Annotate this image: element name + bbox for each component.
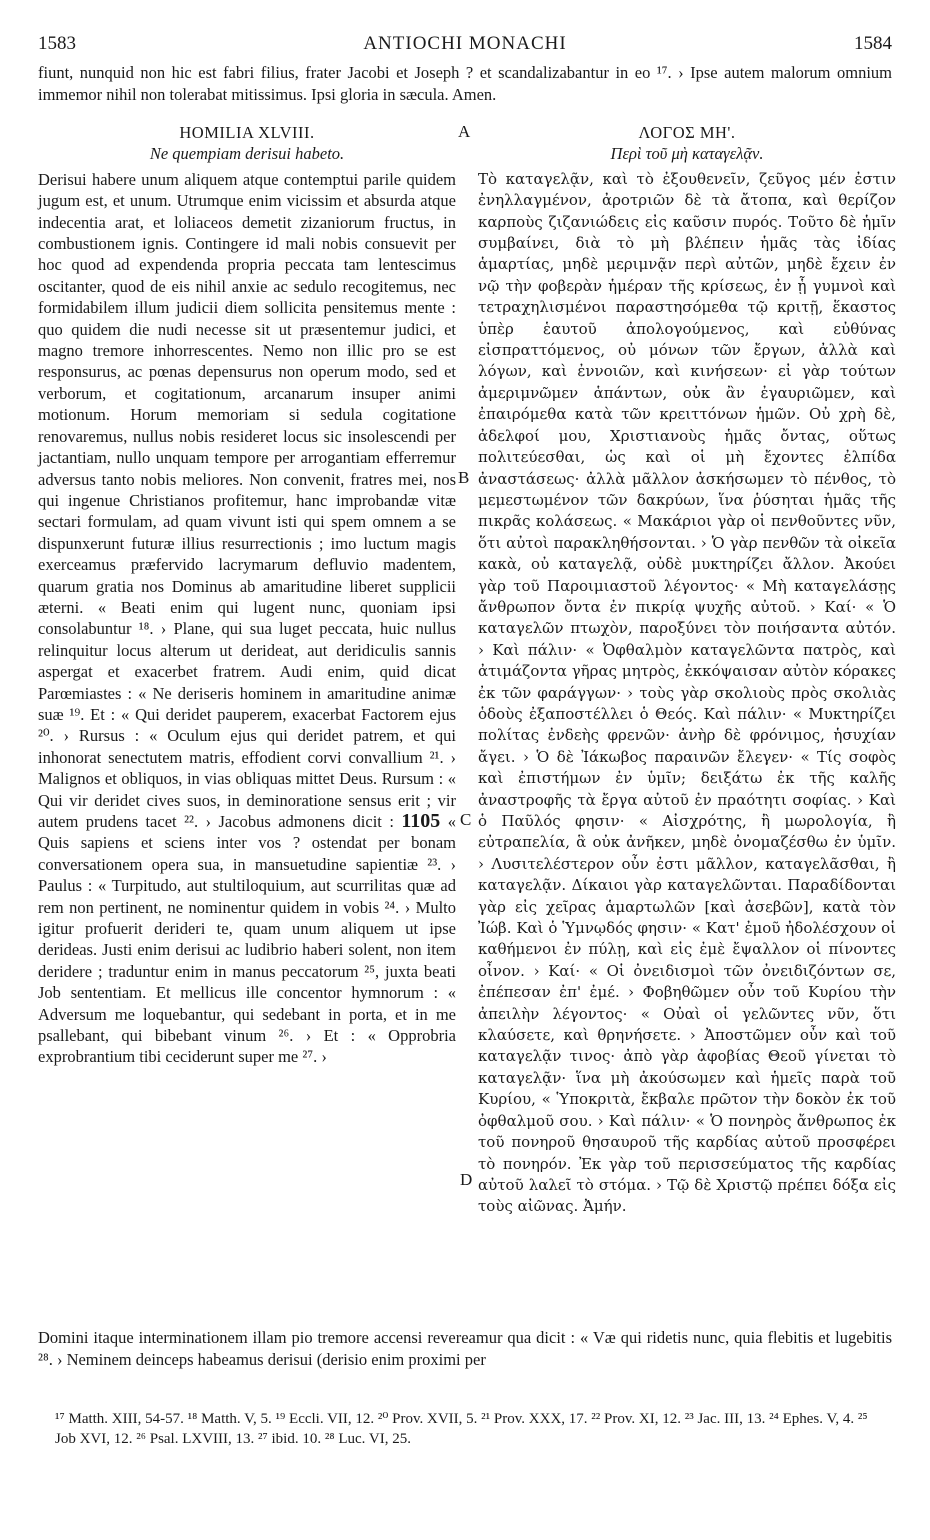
column-number: 1105 bbox=[401, 810, 441, 832]
margin-marker-a: A bbox=[458, 122, 471, 141]
page-number-right: 1584 bbox=[854, 33, 892, 54]
latin-body-text bbox=[38, 169, 456, 1068]
page-number-left: 1583 bbox=[38, 33, 76, 54]
latin-homily-title: HOMILIA XLVIII. bbox=[179, 123, 315, 142]
latin-body-part-2: « Quis sapiens et sciens inter vos ? ostendat per bonam conversationem opera sua, in mansuetudine sapientiæ ²³. › Paulus : « Turpitudo, aut stultiloquium, aut scurrilitas quæ ad rem non pertinent, ne nominentur quidem in vobis ²⁴. › Multo igitur profuerit derideri te, quam unum aliquem ut ipse derideas. Justi enim derisui ac ludibrio haberi solent, non item deridere ; traduntur enim in manus peccatorum ²⁵, juxta beati Job sententiam. Et mellicus ille concentor hymnorum : « Adversum me loquebantur, qui sedebant in porta, et in me psallebant, qui bibebant vinum ²⁶. › Et : « Opprobria exprobrantium tibi ceciderunt super me ²⁷. › bbox=[38, 812, 457, 1067]
greek-homily-title: ΛΟΓΟΣ ΜΗ'. bbox=[638, 123, 736, 142]
intro-paragraph: fiunt, nunquid non hic est fabri filius, frater Jacobi et Joseph ? et scandalizabantur in eo ¹⁷. › Ipse autem malorum omnium immemor nihil non tolerabat mitissimus. Ipsi gloria in sæcula. Amen. bbox=[38, 63, 892, 104]
margin-marker-d: D bbox=[460, 1170, 473, 1189]
greek-homily-subtitle: Περὶ τοῦ μὴ καταγελᾷν. bbox=[610, 144, 764, 164]
latin-column bbox=[38, 122, 456, 1068]
margin-marker-b: B bbox=[458, 468, 470, 487]
greek-body-text: Τὸ καταγελᾷν, καὶ τὸ ἐξουθενεῖν, ζεῦγος μέν ἐστιν ἐνηλλαγμένον, ἀροτριῶν δὲ τὰ ἄτοπα, καὶ θερίζον καρποὺς ζιζανιώδεις εἰς καῦσιν πυρός. Τοῦτο δὲ ἡμῖν συμβαίνει, διὰ τὸ μὴ βλέπειν ἡμᾶς τὰς ἰδίας ἁμαρτίας, μηδὲ μεριμνᾷν περὶ αὐτῶν, μηδὲ ἔχειν ἐν νῷ τὴν φοβερὰν ἡμέραν τῆς κρίσεως, ἐν ᾗ γυμνοὶ καὶ τετραχηλισμένοι παραστησόμεθα τῷ κριτῇ, ἕκαστος ὑπὲρ ἑαυτοῦ ἀπολογούμενος, καὶ εὐθύνας εἰσπραττόμενος, οὐ μόνων τῶν ἔργων, ἀλλὰ καὶ λόγων, καὶ ἐννοιῶν, καὶ κινήσεων· εἰ γὰρ τούτων ἀμεριμνῶμεν ἁπάντων, οὐκ ἂν ἐγαυριῶμεν, καὶ ἐπαιρόμεθα κατὰ τῶν κρειττόνων ἡμῶν. Οὐ χρὴ δὲ, ἀδελφοί μου, Χριστιανοὺς ἡμᾶς ὄντας, οὕτως πολιτεύεσθαι, ὡς καὶ οἱ μὴ ἔχοντες ἐλπίδα ἀναστάσεως· ἀλλὰ μᾶλλον ἀσκήσωμεν τὸ πένθος, τὸ μεμεστωμένον τῶν δακρύων, ἵνα ῥύσηται ἡμᾶς τῆς πικρᾶς κολάσεως. « Μακάριοι γὰρ οἱ πενθοῦντες νῦν, ὅτι αὐτοὶ παρακληθήσονται. › Ὁ γὰρ πενθῶν τὰ οἰκεῖα κακὰ, οὐ καταγελᾷ, οὐδὲ μυκτηρίζει ἄλλον. Ἀκούει γὰρ τοῦ Παροιμιαστοῦ λέγοντος· « Μὴ καταγελάσῃς ἄνθρωπον ὄντα ἐν πικρίᾳ ψυχῆς αὐτοῦ. › Καί· « Ὁ καταγελῶν πτωχὸν, παροξύνει τὸν ποιήσαντα αὐτόν. › Καὶ πάλιν· « Ὀφθαλμὸν καταγελῶντα πατρὸς, καὶ ἀτιμάζοντα γῆρας μητρὸς, ἐκκόψαισαν αὐτὸν κόρακες ἐκ τῶν φαράγγων· › τοὺς γὰρ σκολιοὺς πρὸς σκολιὰς ὁδοὺς ἐξαποστέλλει ὁ Θεός. Καὶ πάλιν· « Μυκτηρίζει πολίτας ἐνδεὴς φρενῶν· ἀνὴρ δὲ φρόνιμος, ἡσυχίαν ἄγει. › Ὁ δὲ Ἰάκωβος παραινῶν ἔλεγεν· « Τίς σοφὸς καὶ ἐπιστήμων ἐν ὑμῖν; δειξάτω ἐκ τῆς καλῆς ἀναστροφῆς τὰ ἔργα αὐτοῦ ἐν πραότητι σοφίας. › Καὶ ὁ Παῦλός φησιν· « Αἰσχρότης, ἢ μωρολογία, ἢ εὐτραπελία, ἃ οὐκ ἀνῆκεν, μηδὲ ὀνομαζέσθω ἐν ὑμῖν. › Λυσιτελέστερον οὖν ἐστι μᾶλλον, καταγελᾶσθαι, ἢ καταγελᾷν. Δίκαιοι γὰρ καταγελῶνται. Παραδίδονται γὰρ εἰς χεῖρας ἁμαρτωλῶν [καὶ ἀσεβῶν], κατὰ τὸν Ἰώβ. Καὶ ὁ Ὑμνῳδός φησιν· « Κατ' ἐμοῦ ἠδολέσχουν οἱ καθήμενοι ἐν πύλῃ, καὶ εἰς ἐμὲ ἔψαλλον οἱ πίνοντες οἶνον. › Καί· « Οἱ ὀνειδισμοὶ τῶν ὀνειδιζόντων σε, ἐπέπεσαν ἐπ' ἐμέ. › Φοβηθῶμεν οὖν τοῦ Κυρίου τὴν ἀπειλὴν λέγοντος· « Οὐαὶ οἱ γελῶντες νῦν, ὅτι κλαύσετε, καὶ θρηνήσετε. › Ἀποστῶμεν οὖν καὶ τοῦ καταγελᾷν τινος· ἀπὸ γὰρ ἀφοβίας Θεοῦ γίνεται τὸ καταγελᾷν· ἵνα μὴ ἀκούσωμεν καὶ ἡμεῖς παρὰ τοῦ Κυρίου, « Ὑποκριτὰ, ἔκβαλε πρῶτον τὴν δοκὸν ἐκ τοῦ ὀφθαλμοῦ σου. › Καὶ πάλιν· « Ὁ πονηρὸς ἄνθρωπος ἐκ τοῦ πονηροῦ θησαυροῦ τῆς καρδίας αὐτοῦ προσφέρει τὸ πονηρόν. Ἐκ γὰρ τοῦ περισσεύματος τῆς καρδίας αὐτοῦ λαλεῖ τὸ στόμα. › Τῷ δὲ Χριστῷ πρέπει δόξα εἰς τοὺς αἰῶνας. Ἀμήν. bbox=[478, 169, 896, 1216]
closing-paragraph: Domini itaque interminationem illam pio tremore accensi revereamur qua dicit : « Væ qui ridetis nunc, quia flebitis et lugebitis ²⁸. › Neminem deinceps habeamus derisui (derisio enim proximi per bbox=[38, 1328, 892, 1369]
margin-marker-c: C bbox=[460, 810, 472, 829]
latin-homily-subtitle: Ne quempiam derisui habeto. bbox=[149, 144, 345, 164]
footnotes: ¹⁷ Matth. XIII, 54-57. ¹⁸ Matth. V, 5. ¹⁹ Eccli. VII, 12. ²⁰ Prov. XVII, 5. ²¹ Prov. XXX, 17. ²² Prov. XI, 12. ²³ Jac. III, 13. ²⁴ Ephes. V, 4. ²⁵ Job XVI, 12. ²⁶ Psal. LXVIII, 13. ²⁷ ibid. 10. ²⁸ Luc. VI, 25. bbox=[55, 1411, 868, 1447]
running-title: ANTIOCHI MONACHI bbox=[363, 33, 567, 54]
page-header bbox=[38, 33, 892, 59]
greek-column bbox=[478, 122, 896, 1218]
latin-body-part-1: Derisui habere unum aliquem atque contemptui parile quidem jugum est, et unum. Utrumque enim vicissim et absurda atque indecentia arat, et loliaceos demetit zizaniorum fructus, in combustionem ignis. Contingere id mali nobis consuevit per hoc quod ad expendenda propria peccata tam lentescimus oscitanter, quod de eis nihil anxie ac sedulo recogitemus, nec formidabilem illum judicii diem sollicita pensitemus mente : quo quidem die nudi necesse sit ut præsentemur judici, et magno tremore inhorrescentes. Nemo non illic pro se est responsurus, ac pœnas depensurus non operum modo, sed et verborum, et cogitationum, arcanarum insuper animi motionum. Horum memoriam si sedula cogitatione renovaremus, nullus nobis resideret locus sic insolescendi per jactantiam, nullo unquam tempore per arrogantiam efferremur adversus tanto nobis meliores. Non convenit, fratres mei, nos qui ingenue Christianos profitemur, hanc improbandæ vitæ sectari formulam, ad quam vivunt isti qui spem omnem a se dispunxerunt futuræ illius resurrectionis ; imo luctum magis exerceamus præfervido lacrymarum defluvio madentem, quarum gratia nos Dominus ab amaritudine liberet supplicii æterni. « Beati enim qui lugent nunc, quoniam ipsi consolabuntur ¹⁸. › Plane, qui sua luget peccata, huic nullus relinquitur locus alterum ut derideat, aut deridiculis sannis aspergat et exacerbet fratrem. Audi enim, quid dicat Parœmiastes : « Ne deriseris hominem in amaritudine animæ suæ ¹⁹. Et : « Qui deridet pauperem, exacerbat Factorem ejus ²⁰. › Rursus : « Oculum ejus qui deridet patrem, et qui inhonorat senectutem matris, effodient corvi convallium ²¹. › Malignos et obliquos, in vias obliquas mittet Deus. Rursum : « Qui vir deridet cives suos, in deminoratione sensus erit ; vir autem prudens tacet ²². › Jacobus admonens dicit : bbox=[38, 169, 456, 831]
